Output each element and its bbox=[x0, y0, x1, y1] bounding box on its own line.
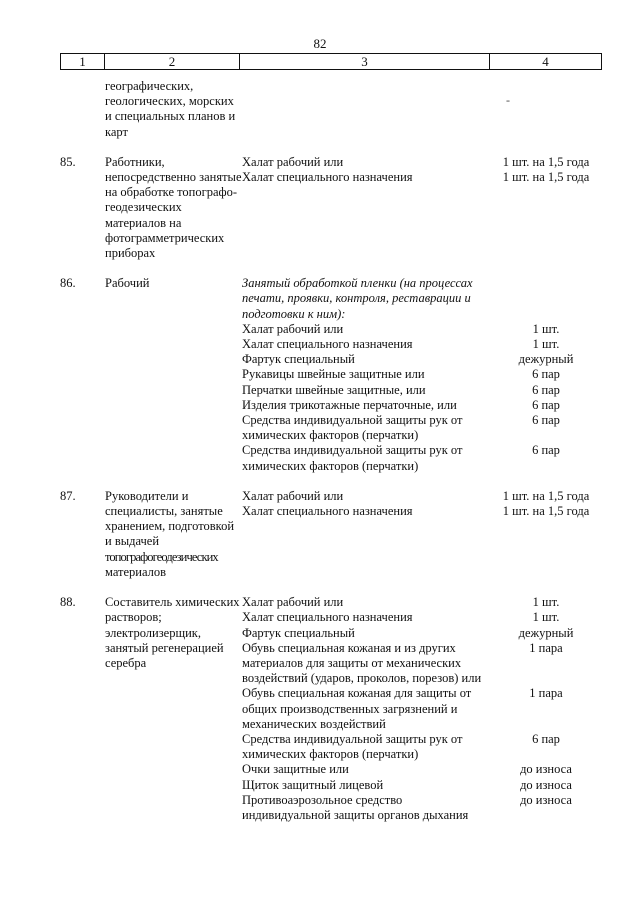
item-norm: 6 пар bbox=[532, 367, 560, 382]
row-note: Занятый обработкой пленки (на процессах печати, проявки, контроля, реставрации и подготовки к ним): bbox=[242, 276, 473, 321]
list-item bbox=[242, 626, 600, 641]
item-name: Перчатки швейные защитные, или bbox=[242, 382, 426, 397]
item-norm: 6 пар bbox=[532, 397, 560, 412]
item-norm: 1 пара bbox=[529, 640, 563, 655]
item-norm: 1 шт. на 1,5 года bbox=[502, 154, 590, 169]
row-number: 87. bbox=[60, 488, 76, 503]
item-name: Халат рабочий или bbox=[242, 321, 344, 336]
list-item bbox=[242, 398, 600, 413]
profession-tail: материалов bbox=[105, 564, 167, 579]
item-name: Средства индивидуальной защиты рук от химических факторов (перчатки) bbox=[242, 413, 463, 443]
item-norm: до износа bbox=[520, 777, 572, 792]
header-col-1: 1 bbox=[61, 54, 105, 69]
row-number: 88. bbox=[60, 595, 76, 610]
header-col-2: 2 bbox=[105, 54, 240, 69]
item-norm: дежурный bbox=[518, 625, 574, 640]
header-col-3: 3 bbox=[240, 54, 490, 69]
item-norm: до износа bbox=[520, 762, 572, 777]
profession: Составитель химических растворов; электролизерщик, занятый регенерацией серебра bbox=[105, 595, 240, 670]
list-item bbox=[242, 778, 600, 793]
item-norm: 1 шт. bbox=[532, 321, 560, 336]
item-list bbox=[242, 79, 600, 140]
item-name: Очки защитные или bbox=[242, 762, 349, 777]
item-name: Рукавицы швейные защитные или bbox=[242, 367, 425, 382]
item-norm: 6 пар bbox=[532, 413, 560, 428]
item-name: Халат рабочий или bbox=[242, 595, 344, 610]
item-name: Средства индивидуальной защиты рук от химических факторов (перчатки) bbox=[242, 443, 463, 473]
header-col-4: 4 bbox=[542, 54, 549, 69]
item-norm: 1 шт. bbox=[532, 610, 560, 625]
profession: Работники, непосредственно занятые на обработке топографо-геодезических материалов на фотограмметрических приборах bbox=[105, 154, 242, 261]
profession: географических, геологических, морских и специальных планов и карт bbox=[105, 79, 236, 139]
list-item bbox=[242, 504, 600, 519]
list-item bbox=[242, 337, 600, 352]
table-row bbox=[60, 79, 600, 140]
item-norm: 1 шт. bbox=[532, 595, 560, 610]
item-list bbox=[242, 276, 600, 474]
list-item bbox=[242, 155, 600, 170]
list-item bbox=[242, 489, 600, 504]
table-row bbox=[60, 276, 600, 474]
item-norm: 6 пар bbox=[532, 382, 560, 397]
list-item bbox=[242, 641, 600, 687]
profession-text: Руководители и специалисты, занятые хранением, подготовкой и выдачей bbox=[105, 488, 235, 549]
list-item bbox=[242, 595, 600, 610]
table-header-row bbox=[60, 53, 602, 70]
item-norm: 1 шт. на 1,5 года bbox=[502, 170, 590, 185]
item-norm: дежурный bbox=[518, 352, 574, 367]
list-item bbox=[242, 793, 600, 823]
item-name: Щиток защитный лицевой bbox=[242, 777, 384, 792]
row-number: 85. bbox=[60, 154, 76, 169]
item-norm: до износа bbox=[520, 792, 572, 807]
list-item bbox=[242, 686, 600, 732]
item-list bbox=[242, 155, 600, 261]
item-norm: 6 пар bbox=[532, 731, 560, 746]
row-number: 86. bbox=[60, 276, 76, 291]
item-norm: 1 шт. на 1,5 года bbox=[502, 504, 590, 519]
row-number bbox=[60, 79, 105, 140]
list-item bbox=[242, 367, 600, 382]
item-list bbox=[242, 595, 600, 823]
table-row bbox=[60, 155, 600, 261]
item-name: Средства индивидуальной защиты рук от химических факторов (перчатки) bbox=[242, 731, 463, 762]
list-item bbox=[242, 413, 600, 443]
list-item bbox=[242, 443, 600, 473]
item-norm: 1 шт. bbox=[532, 337, 560, 352]
item-name: Обувь специальная кожаная и из других материалов для защиты от механических воздействий (ударов, проколов, порезов) или bbox=[242, 640, 482, 686]
item-name: Обувь специальная кожаная для защиты от общих производственных загрязнений и механических воздействий bbox=[242, 686, 472, 731]
list-item bbox=[242, 383, 600, 398]
list-item bbox=[242, 610, 600, 625]
item-name: Изделия трикотажные перчаточные, или bbox=[242, 397, 457, 412]
item-norm: 1 пара bbox=[529, 686, 563, 701]
list-item bbox=[242, 170, 600, 185]
item-name: Фартук специальный bbox=[242, 625, 355, 640]
item-name: Фартук специальный bbox=[242, 352, 355, 367]
table-row bbox=[60, 595, 600, 823]
item-name: Халат рабочий или bbox=[242, 154, 344, 169]
table-body bbox=[60, 79, 600, 823]
item-name: Халат специального назначения bbox=[242, 170, 413, 185]
item-name: Халат специального назначения bbox=[242, 337, 413, 352]
list-item bbox=[242, 352, 600, 367]
list-item bbox=[242, 322, 600, 337]
item-name: Противоаэрозольное средство индивидуальной защиты органов дыхания bbox=[242, 792, 469, 822]
item-norm: 1 шт. на 1,5 года bbox=[502, 488, 590, 503]
item-name: Халат рабочий или bbox=[242, 488, 344, 503]
profession-cramped-word: топографогеодезических bbox=[105, 549, 218, 564]
item-list bbox=[242, 489, 600, 580]
profession: Рабочий bbox=[105, 276, 150, 291]
stray-mark: - bbox=[506, 93, 510, 107]
list-item bbox=[242, 762, 600, 777]
item-name: Халат специального назначения bbox=[242, 610, 413, 625]
table-row bbox=[60, 489, 600, 580]
profession bbox=[105, 489, 242, 580]
page-number: 82 bbox=[313, 36, 327, 51]
list-item bbox=[242, 732, 600, 762]
item-name: Халат специального назначения bbox=[242, 504, 413, 519]
item-norm: 6 пар bbox=[532, 443, 560, 458]
